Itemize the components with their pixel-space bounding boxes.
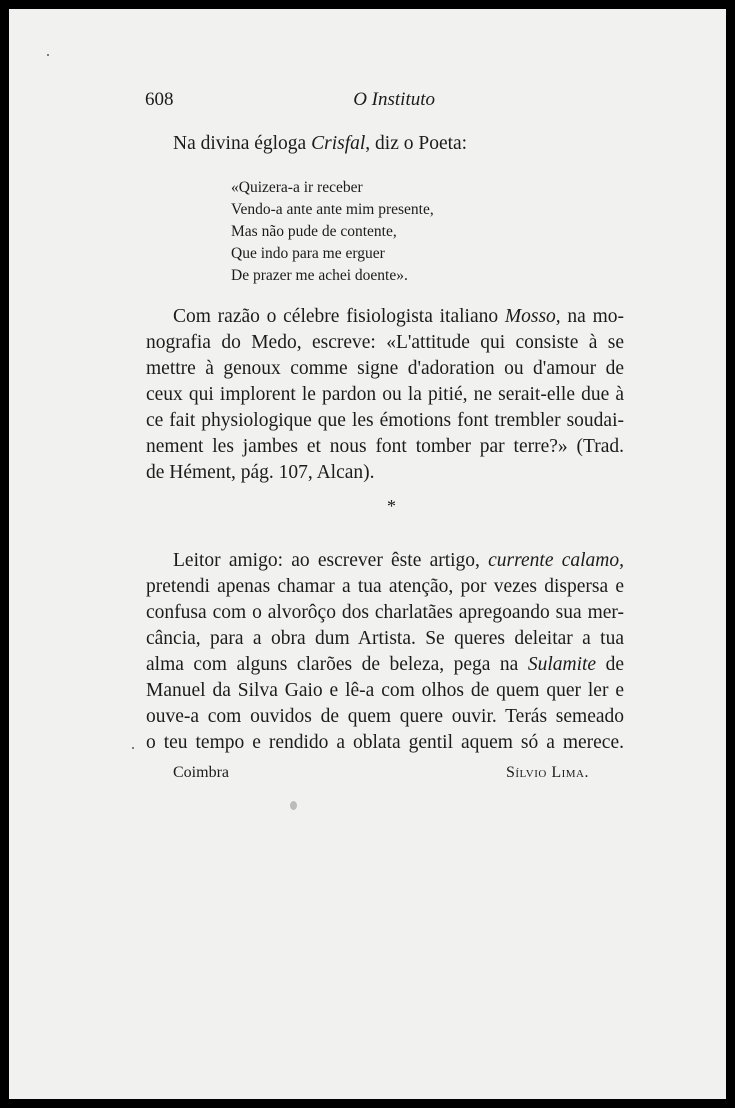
paragraph-line: o teu tempo e rendido a oblata gentil aquem só a merece. bbox=[146, 732, 624, 753]
page-number: 608 bbox=[145, 89, 174, 110]
paragraph-line: Manuel da Silva Gaio e lê-a com olhos de quem quer ler e bbox=[146, 680, 624, 701]
text: alma com alguns clarões de beleza, pega na bbox=[146, 654, 528, 675]
page bbox=[9, 9, 726, 1099]
italic-name: Mosso, bbox=[504, 306, 561, 327]
signature-place: Coimbra bbox=[173, 764, 229, 781]
signature-author: Sílvio Lima. bbox=[506, 764, 589, 781]
text: na mo- bbox=[560, 306, 624, 327]
running-header bbox=[145, 89, 435, 113]
italic-title: Sulamite bbox=[527, 654, 597, 675]
paragraph-line: confusa com o alvorôço dos charlatães apregoando sua mer- bbox=[146, 602, 624, 623]
paragraph-line bbox=[173, 305, 624, 329]
paper-speck bbox=[290, 801, 297, 810]
verse-line: «Quizera-a ir receber bbox=[231, 179, 363, 196]
text: Leitor amigo: ao escrever êste artigo, bbox=[173, 550, 489, 571]
paragraph-line: ce fait physiologique que les émotions font trembler soudai- bbox=[146, 410, 624, 431]
italic-phrase: currente calamo, bbox=[488, 550, 624, 571]
verse-line: Mas não pude de contente, bbox=[231, 223, 397, 240]
paragraph-line bbox=[146, 653, 624, 677]
verse-line: Que indo para me erguer bbox=[231, 245, 385, 262]
intro-text: Na divina égloga bbox=[173, 133, 312, 154]
journal-title: O Instituto bbox=[353, 89, 435, 110]
verse-line: Vendo-a ante ante mim presente, bbox=[231, 201, 434, 218]
paper-speck bbox=[132, 747, 134, 749]
paragraph-line: ceux qui implorent le pardon ou la pitié, ne serait-elle due à bbox=[146, 384, 624, 405]
paragraph-line: de Hément, pág. 107, Alcan). bbox=[146, 462, 375, 483]
verse-line: De prazer me achei doente». bbox=[231, 267, 408, 284]
paragraph-line: pretendi apenas chamar a tua atenção, por vezes dispersa e bbox=[146, 576, 624, 597]
paragraph-line: cância, para a obra dum Artista. Se queres deleitar a tua bbox=[146, 628, 624, 649]
intro-title-italic: Crisfal bbox=[311, 133, 366, 154]
section-separator: * bbox=[387, 496, 396, 516]
intro-line bbox=[173, 132, 467, 156]
paragraph-line: nografia do Medo, escreve: «L'attitude qui consiste à se bbox=[146, 332, 624, 353]
intro-text-end: , diz o Poeta: bbox=[365, 133, 468, 154]
paragraph-line: nement les jambes et nous font tomber par terre?» (Trad. bbox=[146, 436, 624, 457]
paragraph-line bbox=[173, 549, 624, 573]
text: Com razão o célebre fisiologista italiano bbox=[173, 306, 505, 327]
text: de bbox=[596, 654, 624, 675]
paragraph-line: mettre à genoux comme signe d'adoration ou d'amour de bbox=[146, 358, 624, 379]
paragraph-line: ouve-a com ouvidos de quem quere ouvir. Terás semeado bbox=[146, 706, 624, 727]
paper-speck bbox=[47, 54, 49, 56]
